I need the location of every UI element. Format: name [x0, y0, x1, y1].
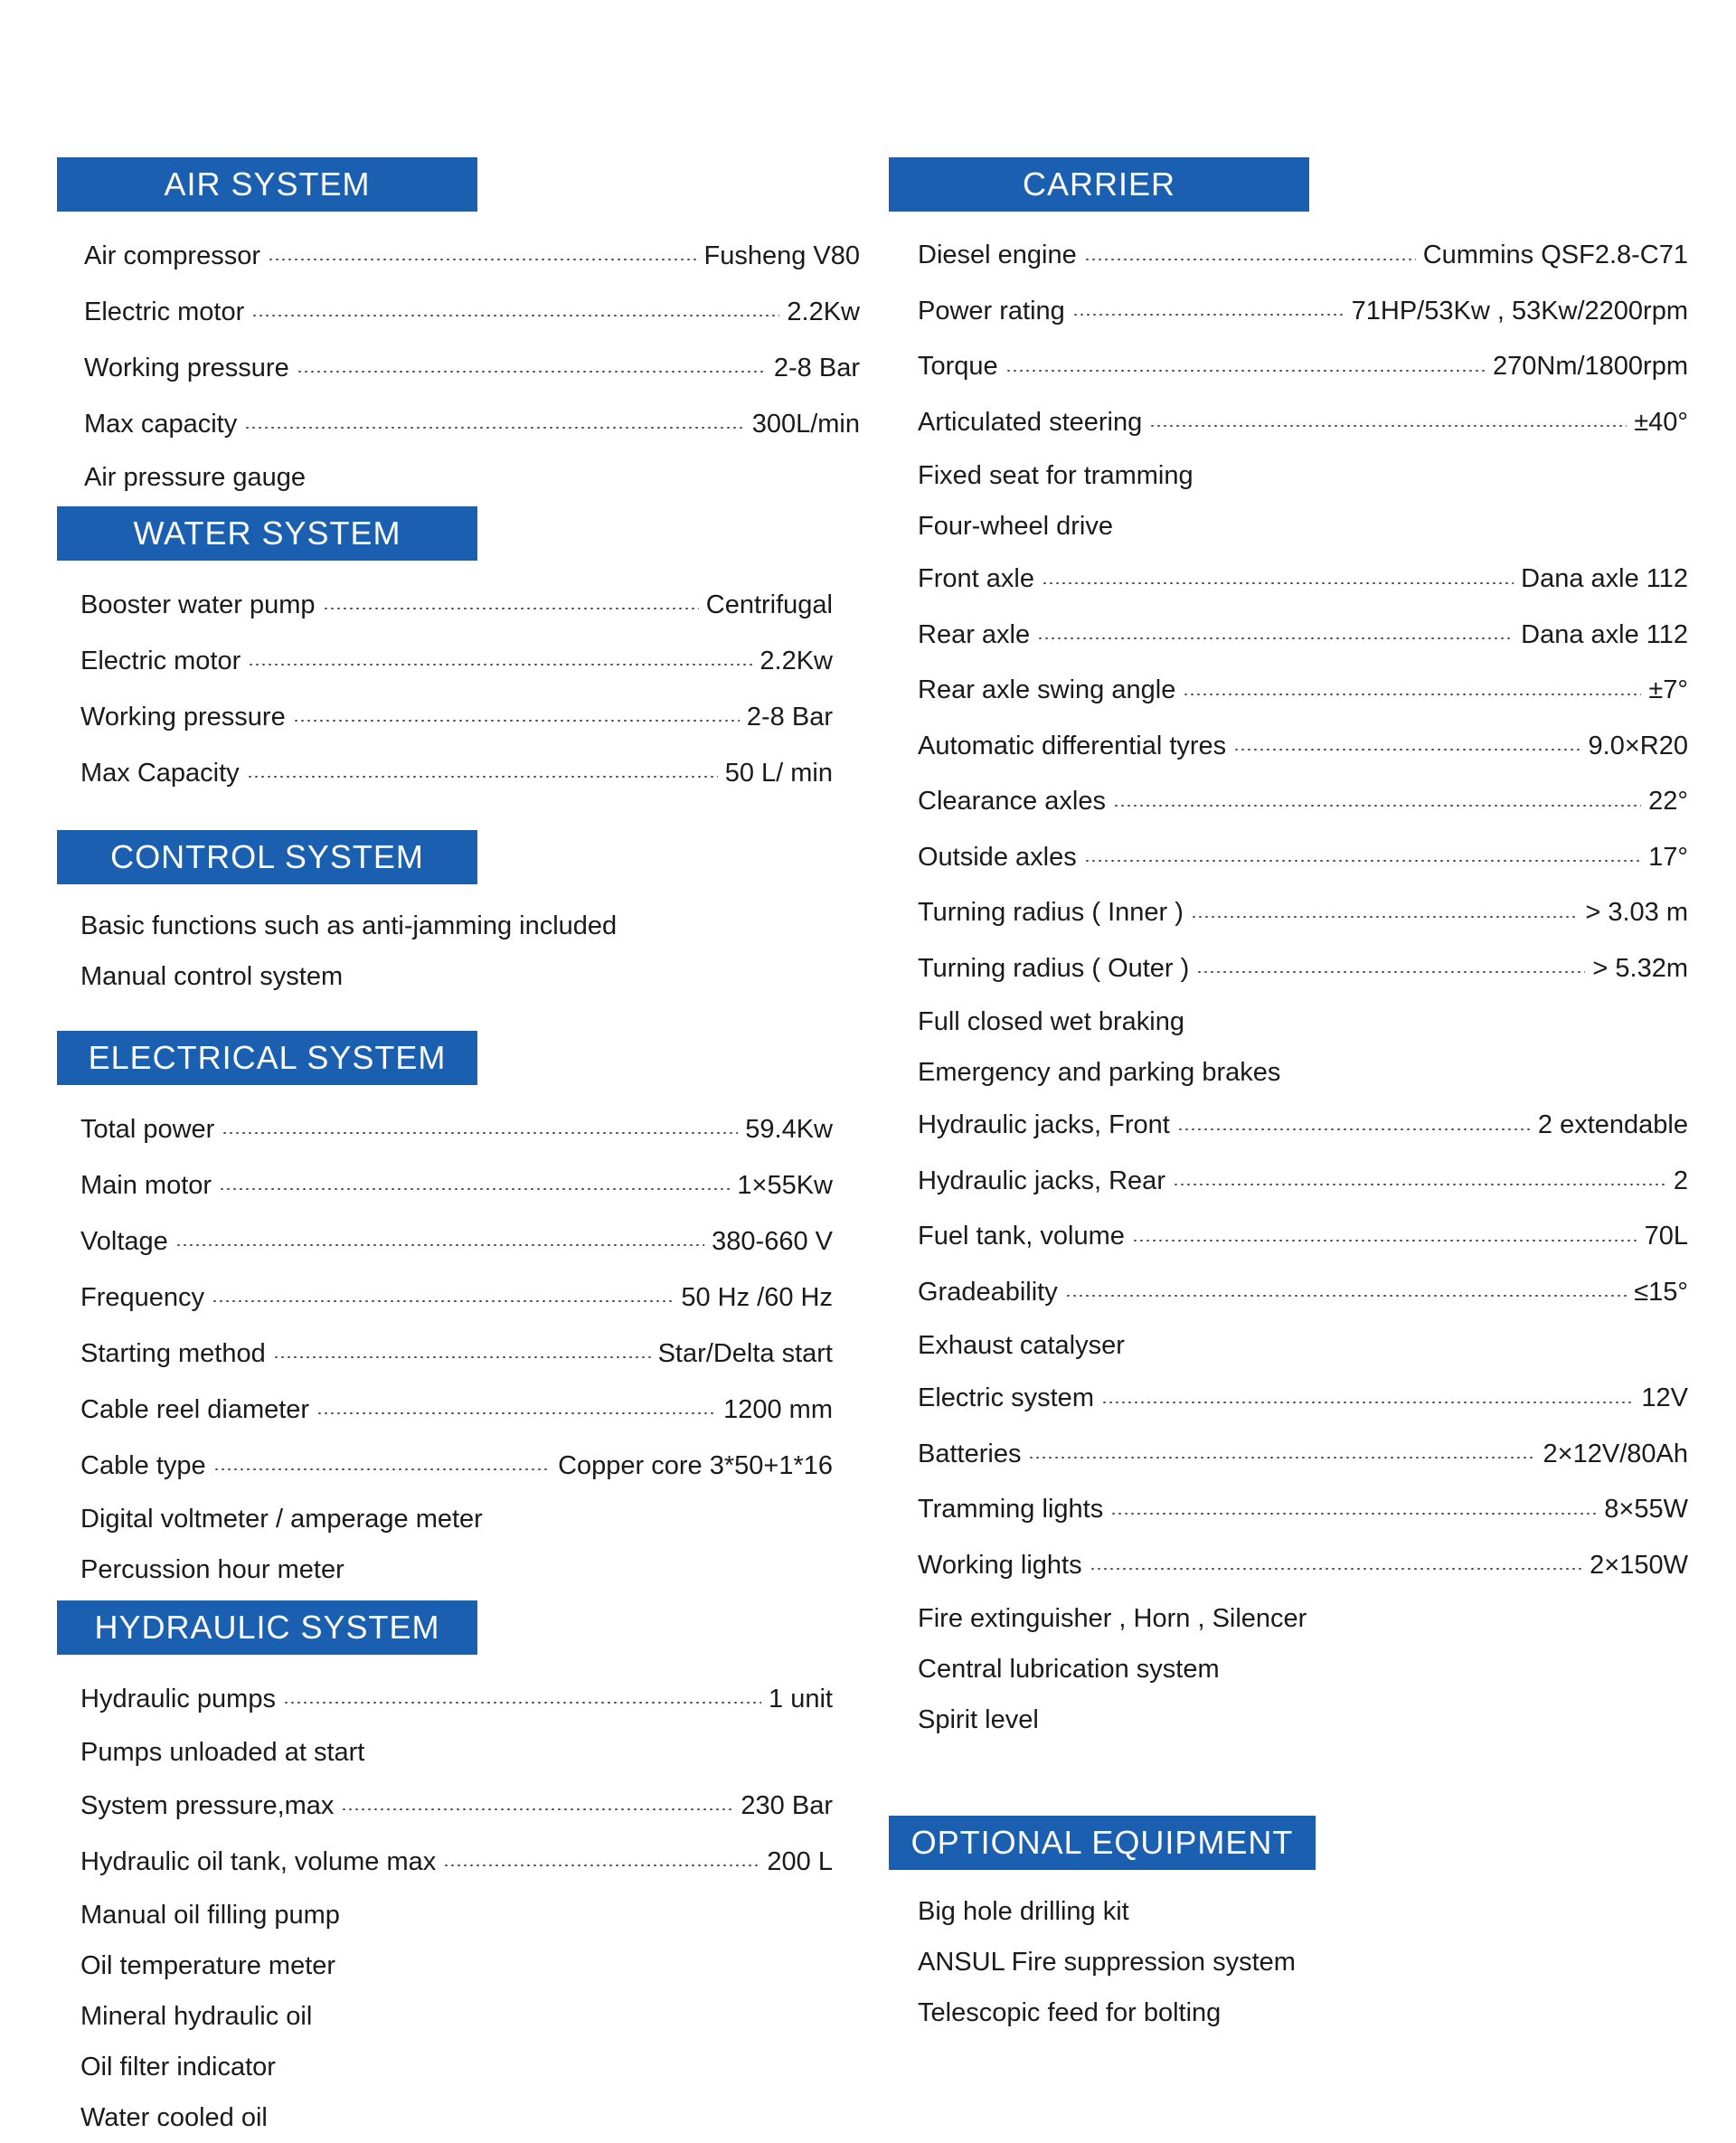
dot-leader — [268, 259, 696, 260]
spec-label: Fuel tank, volume — [918, 1222, 1125, 1251]
spec-item: Digital voltmeter / amperage meter — [80, 1504, 483, 1534]
spec-value: 2-8 Bar — [746, 702, 833, 732]
spec-value: 300L/min — [751, 409, 860, 439]
air-system-rows — [84, 228, 860, 503]
dot-leader — [273, 1356, 651, 1358]
spec-row — [918, 1265, 1688, 1321]
spec-row — [80, 1213, 833, 1270]
dot-leader — [1196, 971, 1585, 973]
control-system-rows — [80, 901, 833, 1002]
spec-item: Oil temperature meter — [80, 1950, 336, 1980]
spec-label: Gradeability — [918, 1277, 1058, 1307]
spec-label: System pressure,max — [80, 1790, 335, 1820]
spec-label: Batteries — [918, 1439, 1022, 1468]
spec-label: Starting method — [80, 1338, 266, 1368]
carrier-section — [889, 157, 1688, 1745]
spec-row — [84, 396, 860, 452]
spec-item: Spirit level — [918, 1704, 1039, 1734]
spec-label: Diesel engine — [918, 241, 1077, 270]
spec-item: Air pressure gauge — [84, 462, 307, 492]
dot-leader — [1191, 916, 1578, 918]
spec-value: Dana axle 112 — [1521, 619, 1688, 649]
spec-label: Clearance axles — [918, 787, 1106, 817]
dot-leader — [213, 1468, 551, 1470]
dot-leader — [219, 1188, 730, 1190]
dot-leader — [248, 664, 752, 666]
dot-leader — [1233, 749, 1580, 751]
spec-row — [918, 1154, 1688, 1210]
spec-item: Manual control system — [80, 961, 344, 991]
air-system-header: AIR SYSTEM — [57, 157, 477, 212]
dot-leader — [1028, 1457, 1535, 1459]
spec-value: ±7° — [1648, 675, 1688, 705]
spec-value: 50 L/ min — [724, 758, 833, 788]
dot-leader — [1037, 637, 1514, 639]
dot-leader — [1113, 805, 1641, 807]
spec-row — [918, 1482, 1688, 1538]
dot-leader — [316, 1412, 716, 1414]
spec-row — [918, 885, 1688, 941]
carrier-rows — [918, 228, 1688, 1745]
dot-leader — [341, 1808, 733, 1810]
spec-row — [80, 577, 833, 633]
spec-value: 1×55Kw — [737, 1170, 833, 1200]
dot-leader — [175, 1244, 704, 1246]
spec-value: 70L — [1644, 1222, 1688, 1251]
spec-row — [80, 1671, 833, 1727]
spec-label: Torque — [918, 352, 998, 382]
spec-label: Tramming lights — [918, 1495, 1104, 1525]
spec-value: 270Nm/1800rpm — [1493, 352, 1688, 382]
optional-equipment-section — [889, 1816, 1688, 2038]
spec-label: Turning radius ( Outer ) — [918, 953, 1190, 983]
spec-item: Central lubrication system — [918, 1654, 1220, 1684]
spec-item: ANSUL Fire suppression system — [918, 1947, 1296, 1977]
spec-label: Electric motor — [80, 646, 241, 675]
spec-label: Cable type — [80, 1450, 206, 1480]
dot-leader — [212, 1300, 674, 1302]
spec-label: Max Capacity — [80, 758, 240, 788]
spec-row — [80, 1270, 833, 1326]
dot-leader — [1084, 259, 1416, 260]
spec-row — [918, 830, 1688, 886]
spec-row — [918, 339, 1688, 395]
spec-row — [80, 1101, 833, 1157]
spec-value: Dana axle 112 — [1521, 564, 1688, 594]
spec-value: 59.4Kw — [745, 1114, 833, 1144]
spec-item: Manual oil filling pump — [80, 1900, 340, 1930]
spec-row — [918, 941, 1688, 997]
spec-value: 2.2Kw — [787, 297, 860, 326]
dot-leader — [1065, 1295, 1627, 1297]
spec-label: Electric system — [918, 1383, 1094, 1413]
spec-item: Oil filter indicator — [80, 2052, 276, 2082]
dot-leader — [1101, 1402, 1634, 1403]
spec-value: Star/Delta start — [657, 1338, 833, 1368]
spec-value: 380-660 V — [712, 1226, 833, 1256]
spec-row — [80, 1382, 833, 1438]
optional-equipment-header: OPTIONAL EQUIPMENT — [889, 1816, 1316, 1870]
spec-value: 200 L — [767, 1846, 833, 1876]
spec-value: 12V — [1641, 1383, 1688, 1413]
spec-value: 2×12V/80Ah — [1543, 1439, 1688, 1468]
spec-label: Hydraulic jacks, Rear — [918, 1166, 1165, 1195]
spec-value: ≤15° — [1634, 1277, 1688, 1307]
spec-item: Exhaust catalyser — [918, 1330, 1125, 1360]
dot-leader — [1072, 314, 1344, 316]
spec-value: 71HP/53Kw , 53Kw/2200rpm — [1351, 296, 1688, 326]
dot-leader — [1084, 860, 1641, 862]
spec-value: > 3.03 m — [1585, 898, 1688, 928]
spec-item: Telescopic feed for bolting — [918, 1997, 1222, 2027]
water-system-rows — [80, 577, 833, 801]
spec-row — [84, 228, 860, 284]
water-system-section — [57, 506, 833, 801]
spec-row — [918, 228, 1688, 284]
spec-label: Hydraulic oil tank, volume max — [80, 1846, 437, 1876]
spec-label: Cable reel diameter — [80, 1394, 310, 1424]
water-system-header: WATER SYSTEM — [57, 506, 477, 561]
spec-item: Fire extinguisher , Horn , Silencer — [918, 1603, 1307, 1633]
dot-leader — [247, 776, 718, 778]
spec-row — [80, 633, 833, 689]
spec-value: 22° — [1648, 787, 1688, 817]
electrical-system-rows — [80, 1101, 833, 1595]
dot-leader — [1149, 425, 1627, 427]
dot-leader — [1132, 1240, 1637, 1241]
spec-row — [80, 1326, 833, 1382]
spec-row — [918, 1098, 1688, 1154]
spec-value: 50 Hz /60 Hz — [681, 1282, 833, 1312]
dot-leader — [283, 1702, 761, 1704]
spec-label: Rear axle swing angle — [918, 675, 1176, 705]
spec-value: 1 unit — [769, 1684, 833, 1713]
spec-label: Working pressure — [84, 353, 289, 382]
carrier-header: CARRIER — [889, 157, 1309, 212]
spec-row — [918, 774, 1688, 830]
dot-leader — [297, 371, 767, 373]
spec-value: 2 extendable — [1537, 1110, 1688, 1140]
spec-label: Electric motor — [84, 297, 245, 326]
spec-item: Full closed wet braking — [918, 1006, 1184, 1036]
spec-row — [918, 663, 1688, 719]
hydraulic-system-rows — [80, 1671, 833, 2143]
control-system-header: CONTROL SYSTEM — [57, 830, 477, 884]
spec-row — [80, 1834, 833, 1890]
spec-label: Main motor — [80, 1170, 212, 1200]
spec-row — [80, 745, 833, 801]
spec-item: Big hole drilling kit — [918, 1896, 1129, 1926]
spec-row — [918, 1538, 1688, 1594]
spec-row — [918, 608, 1688, 664]
spec-value: Cummins QSF2.8-C71 — [1422, 241, 1688, 270]
electrical-system-section — [57, 1031, 833, 1595]
dot-leader — [1183, 694, 1641, 695]
dot-leader — [251, 315, 779, 316]
dot-leader — [1005, 370, 1486, 372]
spec-label: Automatic differential tyres — [918, 731, 1227, 760]
spec-label: Rear axle — [918, 619, 1031, 649]
spec-value: 2-8 Bar — [773, 353, 860, 382]
spec-value: ±40° — [1634, 407, 1688, 437]
spec-item: Fixed seat for tramming — [918, 460, 1194, 490]
spec-row — [918, 719, 1688, 775]
spec-row — [918, 1209, 1688, 1265]
dot-leader — [244, 427, 744, 429]
air-system-section — [57, 157, 860, 503]
spec-label: Voltage — [80, 1226, 168, 1256]
spec-row — [84, 284, 860, 340]
spec-label: Power rating — [918, 296, 1065, 326]
spec-value: 2.2Kw — [760, 646, 833, 675]
spec-item: Four-wheel drive — [918, 511, 1113, 541]
spec-item: Water cooled oil — [80, 2102, 268, 2132]
spec-label: Hydraulic pumps — [80, 1684, 276, 1713]
dot-leader — [1110, 1513, 1597, 1515]
spec-item: Basic functions such as anti-jamming included — [80, 911, 618, 940]
dot-leader — [1042, 582, 1514, 584]
optional-equipment-rows — [918, 1886, 1688, 2038]
spec-label: Air compressor — [84, 241, 260, 270]
spec-label: Max capacity — [84, 409, 238, 439]
spec-label: Total power — [80, 1114, 215, 1144]
dot-leader — [1090, 1568, 1583, 1570]
spec-value: Fusheng V80 — [703, 241, 860, 270]
spec-value: 17° — [1648, 842, 1688, 872]
spec-value: 1200 mm — [723, 1394, 833, 1424]
spec-value: > 5.32m — [1592, 953, 1688, 983]
spec-label: Frequency — [80, 1282, 205, 1312]
spec-row — [918, 284, 1688, 340]
spec-item: Emergency and parking brakes — [918, 1057, 1281, 1087]
spec-item: Percussion hour meter — [80, 1554, 344, 1584]
dot-leader — [293, 720, 740, 722]
dot-leader — [1177, 1128, 1531, 1130]
spec-row — [84, 340, 860, 396]
spec-value: 8×55W — [1604, 1495, 1688, 1525]
spec-value: 9.0×R20 — [1588, 731, 1688, 760]
spec-row — [918, 552, 1688, 608]
dot-leader — [1173, 1184, 1666, 1185]
spec-row — [80, 689, 833, 745]
spec-label: Outside axles — [918, 842, 1077, 872]
spec-label: Working lights — [918, 1550, 1082, 1580]
spec-row — [80, 1778, 833, 1834]
spec-value: 230 Bar — [741, 1790, 833, 1820]
spec-row — [80, 1157, 833, 1213]
spec-label: Booster water pump — [80, 590, 316, 619]
spec-row — [918, 1427, 1688, 1483]
electrical-system-header: ELECTRICAL SYSTEM — [57, 1031, 477, 1085]
hydraulic-system-section — [57, 1600, 833, 2143]
spec-item: Mineral hydraulic oil — [80, 2001, 313, 2031]
spec-label: Working pressure — [80, 702, 286, 732]
spec-label: Front axle — [918, 564, 1034, 594]
spec-value: Centrifugal — [705, 590, 833, 619]
spec-label: Turning radius ( Inner ) — [918, 898, 1184, 928]
spec-item: Pumps unloaded at start — [80, 1737, 365, 1767]
dot-leader — [443, 1865, 760, 1866]
spec-value: 2 — [1673, 1166, 1688, 1195]
spec-row — [918, 1371, 1688, 1427]
spec-row — [80, 1438, 833, 1494]
dot-leader — [323, 608, 699, 609]
hydraulic-system-header: HYDRAULIC SYSTEM — [57, 1600, 477, 1655]
spec-value: Copper core 3*50+1*16 — [558, 1450, 833, 1480]
dot-leader — [222, 1132, 738, 1134]
spec-value: 2×150W — [1590, 1550, 1688, 1580]
spec-row — [918, 395, 1688, 451]
spec-label: Articulated steering — [918, 407, 1143, 437]
control-system-section — [57, 830, 833, 1002]
spec-label: Hydraulic jacks, Front — [918, 1110, 1170, 1140]
